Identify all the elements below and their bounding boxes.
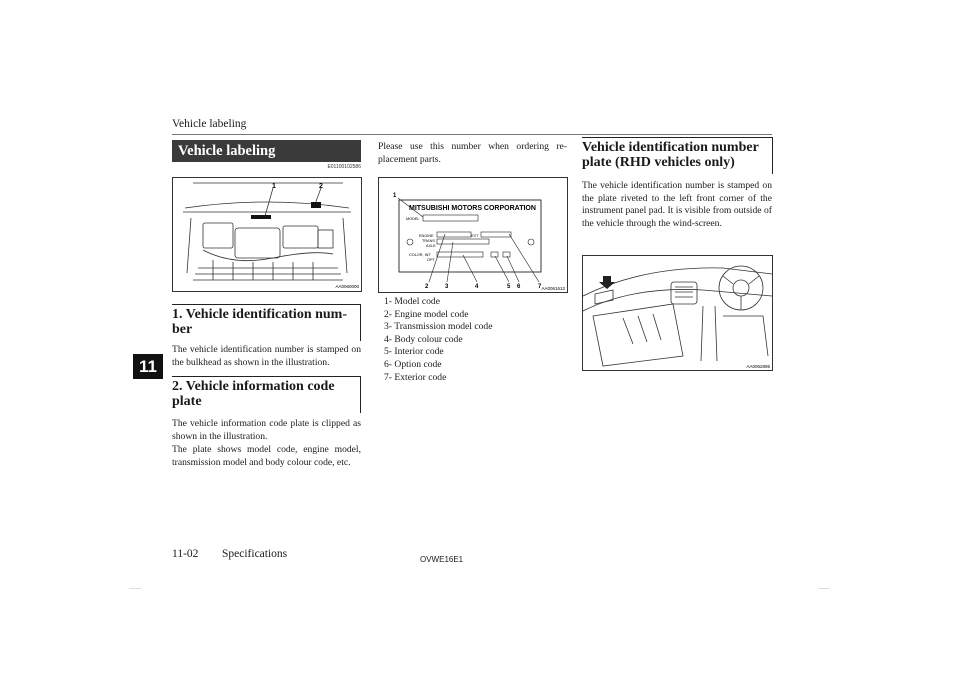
plate-callout-6: 6 [517, 284, 521, 290]
legend-item: 3- Transmission model code [384, 321, 493, 333]
ordering-intro: Please use this number when ordering re-placement parts. [378, 141, 567, 165]
figure1-code: AA0060000 [335, 284, 359, 289]
section2-heading [172, 376, 361, 413]
plate-axle-label: AXLE [426, 244, 436, 248]
plate-model-label: MODEL [406, 217, 420, 221]
page-number: 11-02 [172, 548, 199, 560]
section1-heading-text: 1. Vehicle identification num-ber [172, 307, 348, 337]
section-banner [172, 140, 361, 162]
legend-item: 6- Option code [384, 358, 442, 370]
callout-2: 2 [319, 183, 323, 190]
vin-location-mark [251, 215, 271, 219]
header-rule [172, 134, 772, 135]
banner-title: Vehicle labeling [178, 143, 276, 159]
plate-callout-5: 5 [507, 284, 511, 290]
dashboard-drawing [583, 256, 772, 370]
legend-item: 7- Exterior code [384, 371, 447, 383]
callout-1: 1 [272, 183, 276, 190]
legend-item: 4- Body colour code [384, 333, 463, 345]
running-head: Vehicle labeling [172, 118, 247, 130]
figure2-code: AA0061612 [541, 286, 565, 291]
section2-heading-text: 2. Vehicle information code plate [172, 379, 335, 409]
crop-mark [129, 588, 141, 589]
section2-body-1: The vehicle information code plate is clipped as shown in the illustration. [172, 418, 361, 442]
legend-item: 2- Engine model code [384, 308, 469, 320]
plate-color-label: COLOR, INT [409, 253, 431, 257]
rhd-vin-heading [582, 137, 773, 174]
dashboard-illustration [582, 255, 773, 371]
plate-brand: MITSUBISHI MOTORS CORPORATION [409, 205, 536, 212]
legend-item: 1- Model code [384, 296, 440, 307]
engine-bay-drawing [173, 178, 361, 291]
plate-callout-7: 7 [538, 284, 542, 290]
banner-code: E01100102586 [327, 164, 361, 170]
location-arrow-icon [599, 276, 615, 289]
plate-location-mark [311, 202, 321, 208]
doc-code: OVWE16E1 [420, 555, 464, 564]
rhd-vin-body: The vehicle identification number is stamped on the plate riveted to the left front corner of the instrument panel pad. It is visible from outside of the vehicle through the wind-screen. [582, 180, 772, 229]
plate-callout-2: 2 [425, 284, 429, 290]
plate-trans-label: TRANS [422, 239, 435, 243]
plate-opt-label: OPT [427, 258, 435, 262]
code-plate-drawing [379, 178, 567, 292]
plate-engine-label: ENGINE [419, 234, 434, 238]
footer-section: Specifications [222, 548, 288, 560]
plate-callout-3: 3 [445, 284, 449, 290]
section1-body: The vehicle identification number is stamped on the bulkhead as shown in the illustration. [172, 344, 361, 368]
engine-bay-illustration [172, 177, 362, 292]
code-plate-illustration [378, 177, 568, 293]
plate-callout-1: 1 [393, 193, 397, 199]
section2-body-2: The plate shows model code, engine model, transmission model and body colour code, etc. [172, 444, 361, 468]
rhd-vin-heading-text: Vehicle identification number plate (RHD vehicles only) [582, 140, 759, 170]
crop-mark [818, 588, 830, 589]
chapter-tab: 11 [133, 354, 163, 379]
plate-legend [384, 296, 564, 384]
legend-item: 5- Interior code [384, 346, 444, 358]
figure3-code: AA0062895 [746, 364, 770, 369]
section1-heading [172, 304, 361, 341]
plate-callout-4: 4 [475, 284, 479, 290]
plate-ext-label: EXT [471, 234, 479, 238]
